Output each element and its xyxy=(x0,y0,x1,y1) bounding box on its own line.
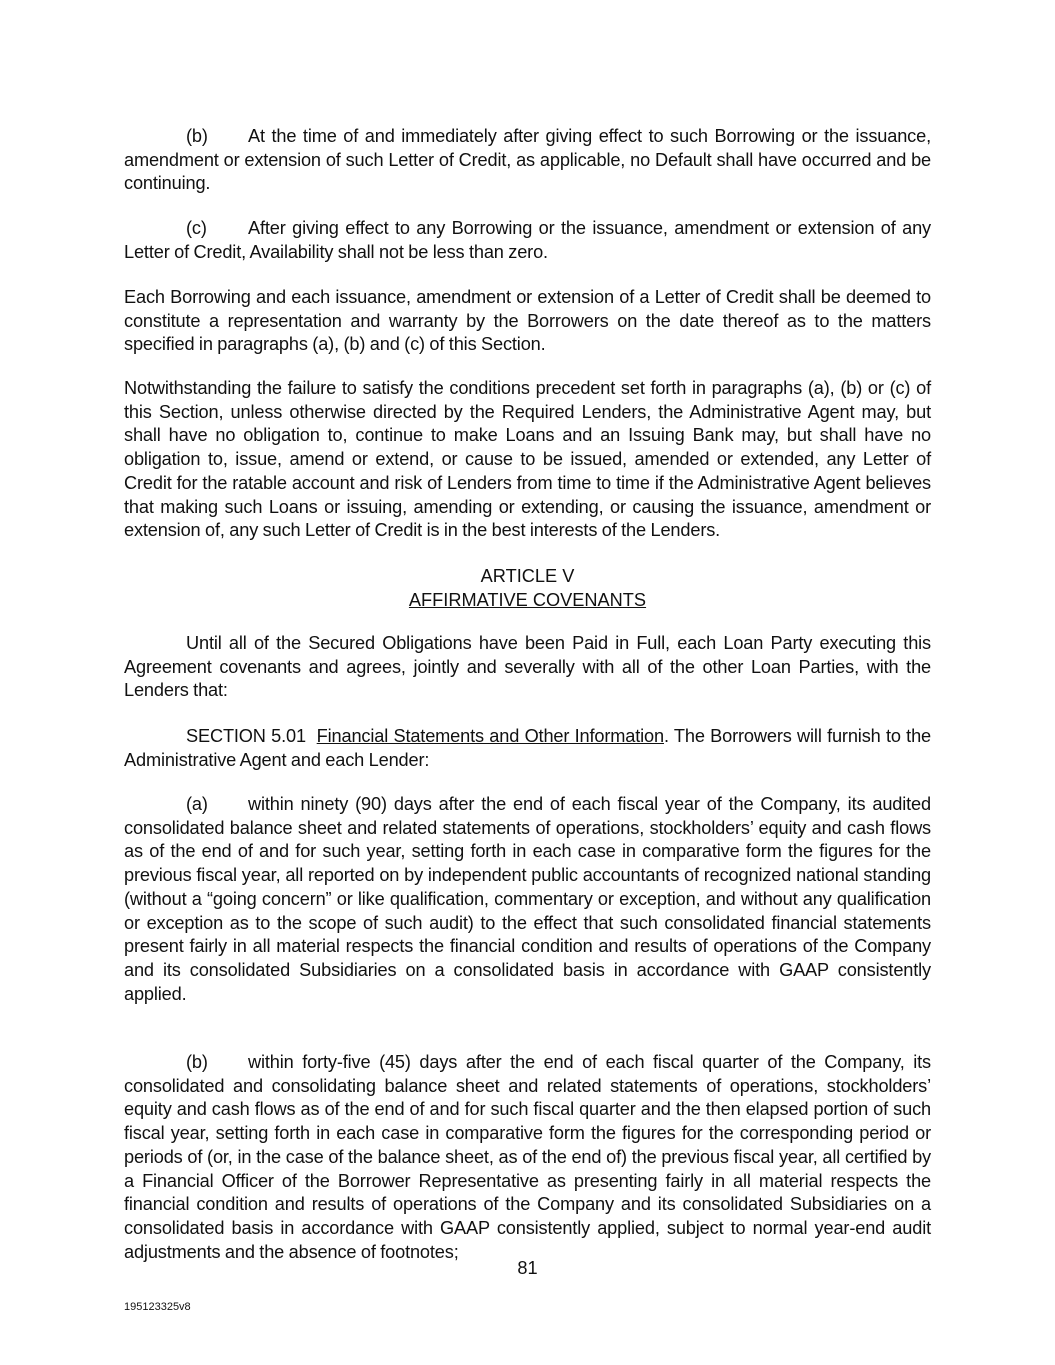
article-number: ARTICLE V xyxy=(480,566,575,586)
article-intro xyxy=(124,632,931,703)
section-5-01-b xyxy=(124,1051,931,1264)
article-title xyxy=(124,589,931,613)
section-5-01 xyxy=(124,725,931,772)
paragraph-text: After giving effect to any Borrowing or the issuance, amendment or extension of any Letter of Credit, Availability shall not be less than zero. xyxy=(124,218,931,262)
section-title: Financial Statements and Other Information xyxy=(316,726,664,746)
paragraph-text: Notwithstanding the failure to satisfy the conditions precedent set forth in paragraphs (a), (b) or (c) of this Section, unless otherwise directed by the Required Lenders, the Administrative Agent may, but shall have no obligation to, continue to make Loans and an Issuing Bank may, but shall have no obligation to, issue, amend or extend, or cause to be issued, amended or extended, any Letter of Credit for the ratable account and risk of Lenders from time to time if the Administrative Agent believes that making such Loans or issuing, amending or extending, or causing the issuance, amendment or extension of, any such Letter of Credit is in the best interests of the Lenders. xyxy=(124,378,931,541)
page-number: 81 xyxy=(517,1258,538,1278)
document-id: 195123325v8 xyxy=(124,1301,191,1313)
article-title-text: AFFIRMATIVE COVENANTS xyxy=(408,590,647,610)
paragraph-label: (b) xyxy=(186,126,208,146)
paragraph-label: (c) xyxy=(186,218,207,238)
section-number: SECTION 5.01 xyxy=(186,726,306,746)
paragraph-label: (b) xyxy=(186,1052,208,1072)
paragraph-each-borrowing xyxy=(124,286,931,357)
section-5-01-a xyxy=(124,793,931,1006)
paragraph-c xyxy=(124,217,931,264)
paragraph-text: Each Borrowing and each issuance, amendment or extension of a Letter of Credit shall be deemed to constitute a representation and warranty by the Borrowers on the date thereof as to the matters specified in paragraphs (a), (b) and (c) of this Section. xyxy=(124,287,931,355)
paragraph-text: Until all of the Secured Obligations have been Paid in Full, each Loan Party executing this Agreement covenants and agrees, jointly and severally with all of the other Loan Parties, with the Lenders that: xyxy=(124,633,931,701)
paragraph-text: within ninety (90) days after the end of each fiscal year of the Company, its audited consolidated balance sheet and related statements of operations, stockholders’ equity and cash flows as of the end of and for such year, setting forth in each case in comparative form the figures for the previous fiscal year, all reported on by independent public accountants of recognized national standing (without a “going concern” or like qualification, commentary or exception, and without any qualification or exception as to the scope of such audit) to the effect that such consolidated financial statements present fairly in all material respects the financial condition and results of operations of the Company and its consolidated Subsidiaries on a consolidated basis in accordance with GAAP consistently applied. xyxy=(124,794,931,1004)
section-text: . The Borrowers will furnish to the Administrative Agent and each Lender: xyxy=(124,726,932,770)
paragraph-text: At the time of and immediately after giving effect to such Borrowing or the issuance, amendment or extension of such Letter of Credit, as applicable, no Default shall have occurred and be continuing. xyxy=(124,126,931,194)
paragraph-label: (a) xyxy=(186,794,208,814)
paragraph-text: within forty-five (45) days after the end of each fiscal quarter of the Company, its consolidated and consolidating balance sheet and related statements of operations, stockholders’ equity and cash flows as of the end of and for such fiscal quarter and the then elapsed portion of such fiscal year, setting forth in each case in comparative form the figures for the corresponding period or periods of (or, in the case of the balance sheet, as of the end of) the previous fiscal year, all certified by a Financial Officer of the Borrower Representative as presenting fairly in all material respects the financial condition and results of operations of the Company and its consolidated Subsidiaries on a consolidated basis in accordance with GAAP consistently applied, subject to normal year-end audit adjustments and the absence of footnotes; xyxy=(124,1052,931,1262)
paragraph-b xyxy=(124,125,931,196)
paragraph-notwithstanding xyxy=(124,377,931,543)
